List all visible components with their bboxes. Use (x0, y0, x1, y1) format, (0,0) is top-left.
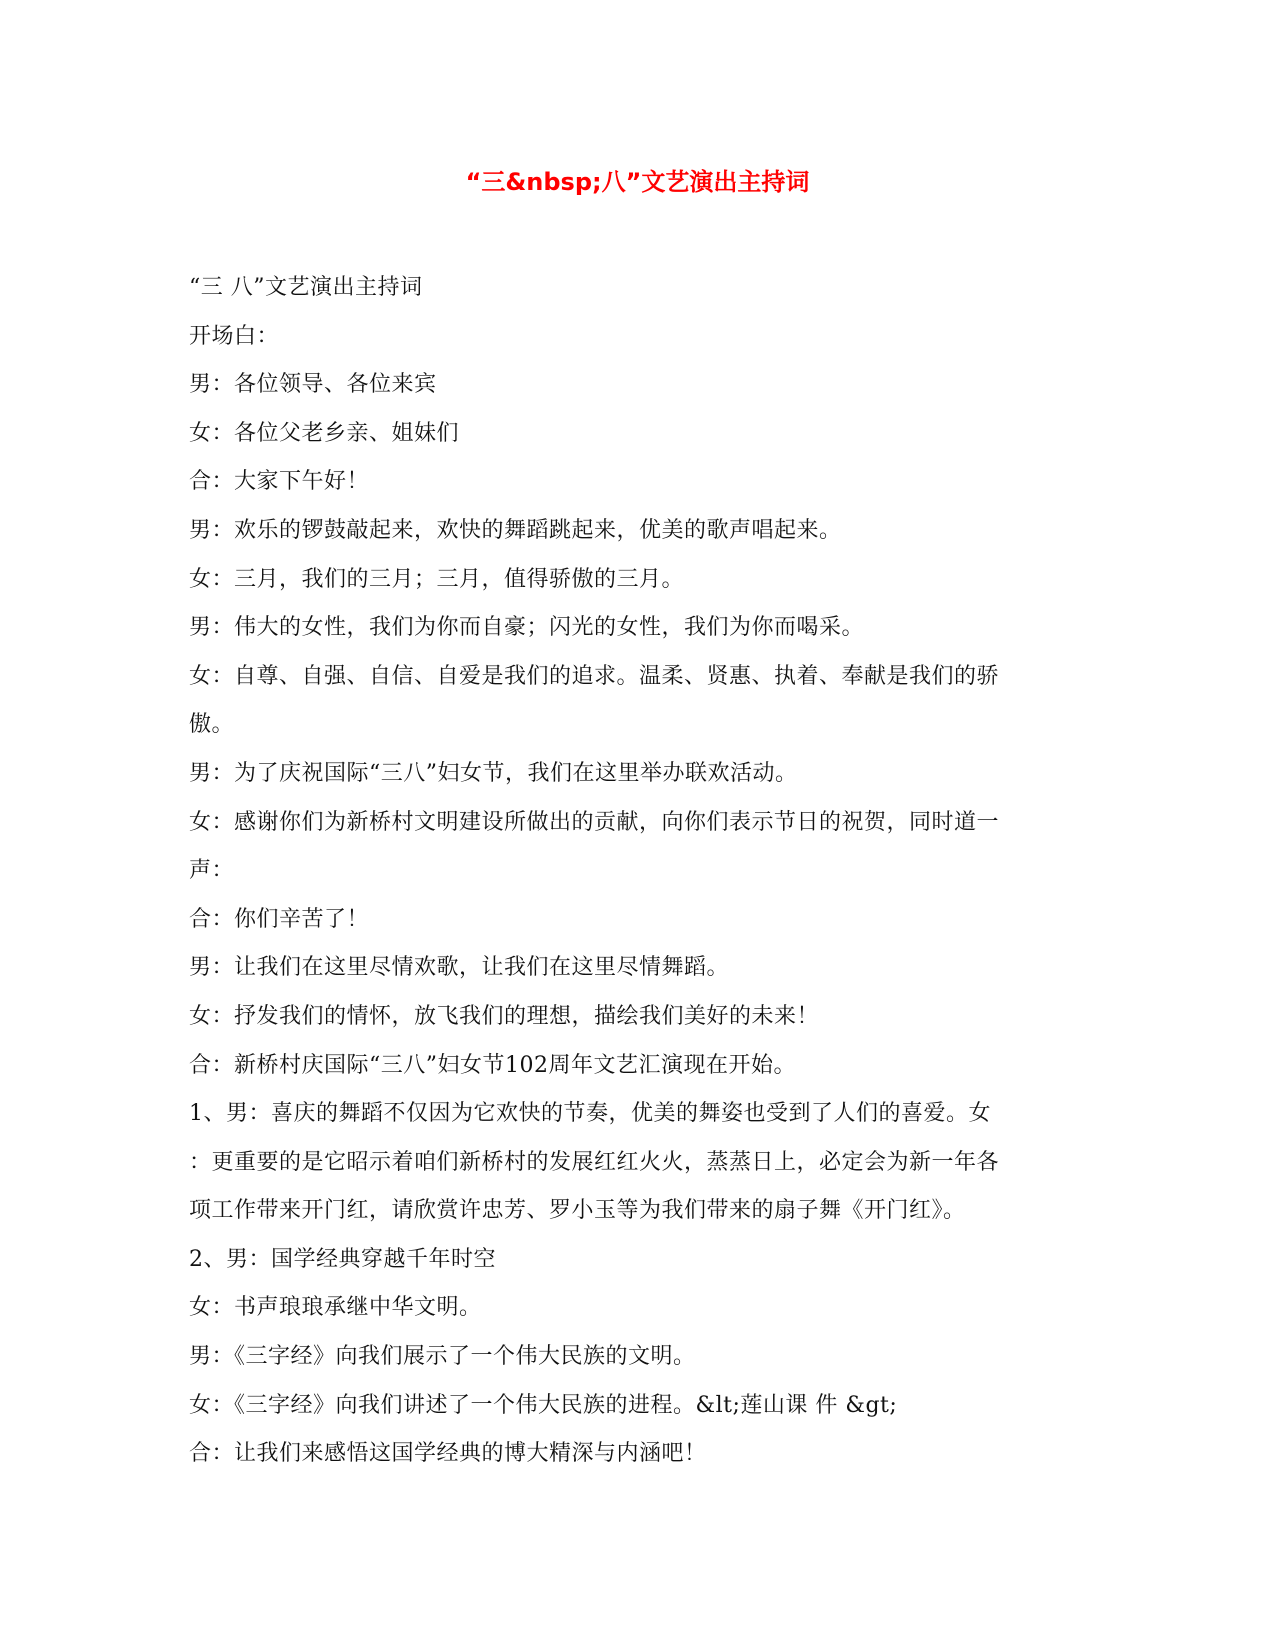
body-line: 合：让我们来感悟这国学经典的博大精深与内涵吧！ (189, 1441, 707, 1467)
body-line: 合：新桥村庆国际“三八”妇女节102周年文艺汇演现在开始。 (189, 1052, 796, 1078)
body-line: 开场白： (189, 323, 280, 349)
body-line: 男：让我们在这里尽情欢歌，让我们在这里尽情舞蹈。 (189, 955, 730, 981)
body-line: 2、男：国学经典穿越千年时空 (189, 1246, 496, 1272)
body-line: 声： (189, 858, 235, 884)
body-line: 项工作带来开门红，请欣赏许忠芳、罗小玉等为我们带来的扇子舞《开门红》。 (189, 1198, 966, 1224)
body-line: 男：欢乐的锣鼓敲起来，欢快的舞蹈跳起来，优美的歌声唱起来。 (189, 517, 842, 543)
body-line: ：更重要的是它昭示着咱们新桥村的发展红红火火，蒸蒸日上，必定会为新一年各 (189, 1149, 1000, 1175)
body-line: 男：伟大的女性，我们为你而自豪；闪光的女性，我们为你而喝采。 (189, 615, 865, 641)
body-line: 1、男：喜庆的舞蹈不仅因为它欢快的节奏，优美的舞姿也受到了人们的喜爱。女 (189, 1101, 991, 1127)
body-line: 男：《三字经》向我们展示了一个伟大民族的文明。 (189, 1344, 696, 1370)
body-line: 男：各位领导、各位来宾 (189, 372, 437, 398)
body-line: 合：大家下午好！ (189, 469, 370, 495)
body-line: 女：各位父老乡亲、姐妹们 (189, 420, 460, 446)
body-line: 女：自尊、自强、自信、自爱是我们的追求。温柔、贤惠、执着、奉献是我们的骄 (189, 663, 1000, 689)
body-line: 男：为了庆祝国际“三八”妇女节，我们在这里举办联欢活动。 (189, 760, 798, 786)
body-line: 傲。 (189, 712, 235, 738)
body-line: 女：《三字经》向我们讲述了一个伟大民族的进程。&lt;莲山课 件 &gt; (189, 1392, 898, 1418)
body-line: “三 八”文艺演出主持词 (189, 275, 423, 300)
body-line: 女：三月，我们的三月；三月，值得骄傲的三月。 (189, 566, 685, 592)
body-line: 女：感谢你们为新桥村文明建设所做出的贡献，向你们表示节日的祝贺，同时道一 (189, 809, 1000, 835)
body-line: 合：你们辛苦了！ (189, 906, 370, 932)
document-body (189, 264, 1089, 1479)
document-title: “三&nbsp;八”文艺演出主持词 (465, 168, 810, 196)
body-line: 女：抒发我们的情怀，放飞我们的理想，描绘我们美好的未来！ (189, 1003, 820, 1029)
body-line: 女：书声琅琅承继中华文明。 (189, 1295, 482, 1321)
